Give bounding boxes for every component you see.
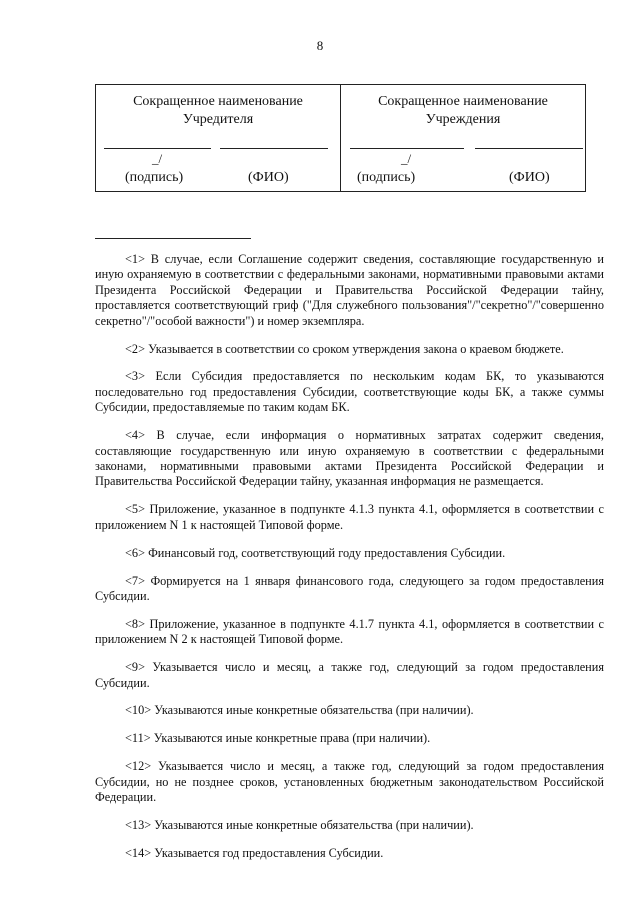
footnote-7: <7> Формируется на 1 января финансового года, следующего за годом предоставления Субсидии. (95, 573, 604, 603)
institution-slash: _/ (401, 151, 412, 166)
footnote-1: <1> В случае, если Соглашение содержит сведения, составляющие государственную и иную охраняемую в соответствии с федеральными законами, нормативными правовыми актами Президента Российской Федерации и Правительства Российской Федерации тайну, проставляется соответствующий гриф ("Для служебного пользования"/"секретно"/"совершенно секретно"/"особой важности") и номер экземпляра. (95, 252, 604, 328)
founder-heading (96, 93, 340, 129)
founder-heading-line1: Сокращенное наименование (133, 94, 303, 109)
footnote-11: <11> Указываются иные конкретные права (при наличии). (125, 731, 431, 746)
footnote-9: <9> Указывается число и месяц, а также год, следующий за годом предоставления Субсидии. (95, 660, 604, 690)
footnote-4: <4> В случае, если информация о нормативных затратах содержит сведения, составляющие государственную или иную охраняемую в соответствии с федеральными законами, нормативными правовыми актами Президента Российской Федерации и Правительства Российской Федерации тайну, указанная информация не размещается. (95, 428, 604, 489)
founder-heading-line2: Учредителя (182, 112, 254, 127)
institution-name-line (475, 148, 583, 149)
footnote-14: <14> Указывается год предоставления Субсидии. (125, 845, 384, 860)
institution-heading-line2: Учреждения (425, 112, 501, 127)
footnote-6: <6> Финансовый год, соответствующий году предоставления Субсидии. (125, 545, 506, 560)
founder-name-line (220, 148, 328, 149)
institution-heading-line1: Сокращенное наименование (378, 94, 548, 109)
institution-name-caption: (ФИО) (509, 170, 550, 185)
founder-signature-block (96, 85, 340, 191)
footnote-8: <8> Приложение, указанное в подпункте 4.1.7 пункта 4.1, оформляется в соответствии с приложением N 2 к настоящей Типовой форме. (95, 616, 604, 647)
page-number: 8 (316, 38, 324, 53)
institution-signature-block (340, 85, 585, 191)
footnote-12: <12> Указывается число и месяц, а также год, следующий за годом предоставления Субсидии, но не позднее сроков, установленных бюджетным законодательством Российской Федерации. (95, 759, 604, 805)
footnote-10: <10> Указываются иные конкретные обязательства (при наличии). (125, 703, 474, 718)
founder-slash: _/ (152, 151, 163, 166)
footnote-13: <13> Указываются иные конкретные обязательства (при наличии). (125, 817, 474, 832)
founder-signature-caption: (подпись) (125, 170, 184, 185)
founder-signature-line (104, 148, 211, 149)
signature-table (95, 84, 586, 192)
institution-signature-line (350, 148, 464, 149)
footnote-5: <5> Приложение, указанное в подпункте 4.1.3 пункта 4.1, оформляется в соответствии с приложением N 1 к настоящей Типовой форме. (95, 502, 604, 532)
founder-name-caption: (ФИО) (248, 170, 289, 185)
institution-signature-caption: (подпись) (357, 170, 416, 185)
footnote-2: <2> Указывается в соответствии со сроком утверждения закона о краевом бюджете. (125, 341, 564, 356)
footnotes-list (95, 252, 604, 874)
footnote-3: <3> Если Субсидия предоставляется по нескольким кодам БК, то указываются последовательно год предоставления Субсидии, соответствующие коды БК, а также суммы Субсидии, предоставляемые по таким кодам БК. (95, 369, 604, 415)
footnote-separator (95, 238, 251, 239)
institution-heading (341, 93, 585, 129)
